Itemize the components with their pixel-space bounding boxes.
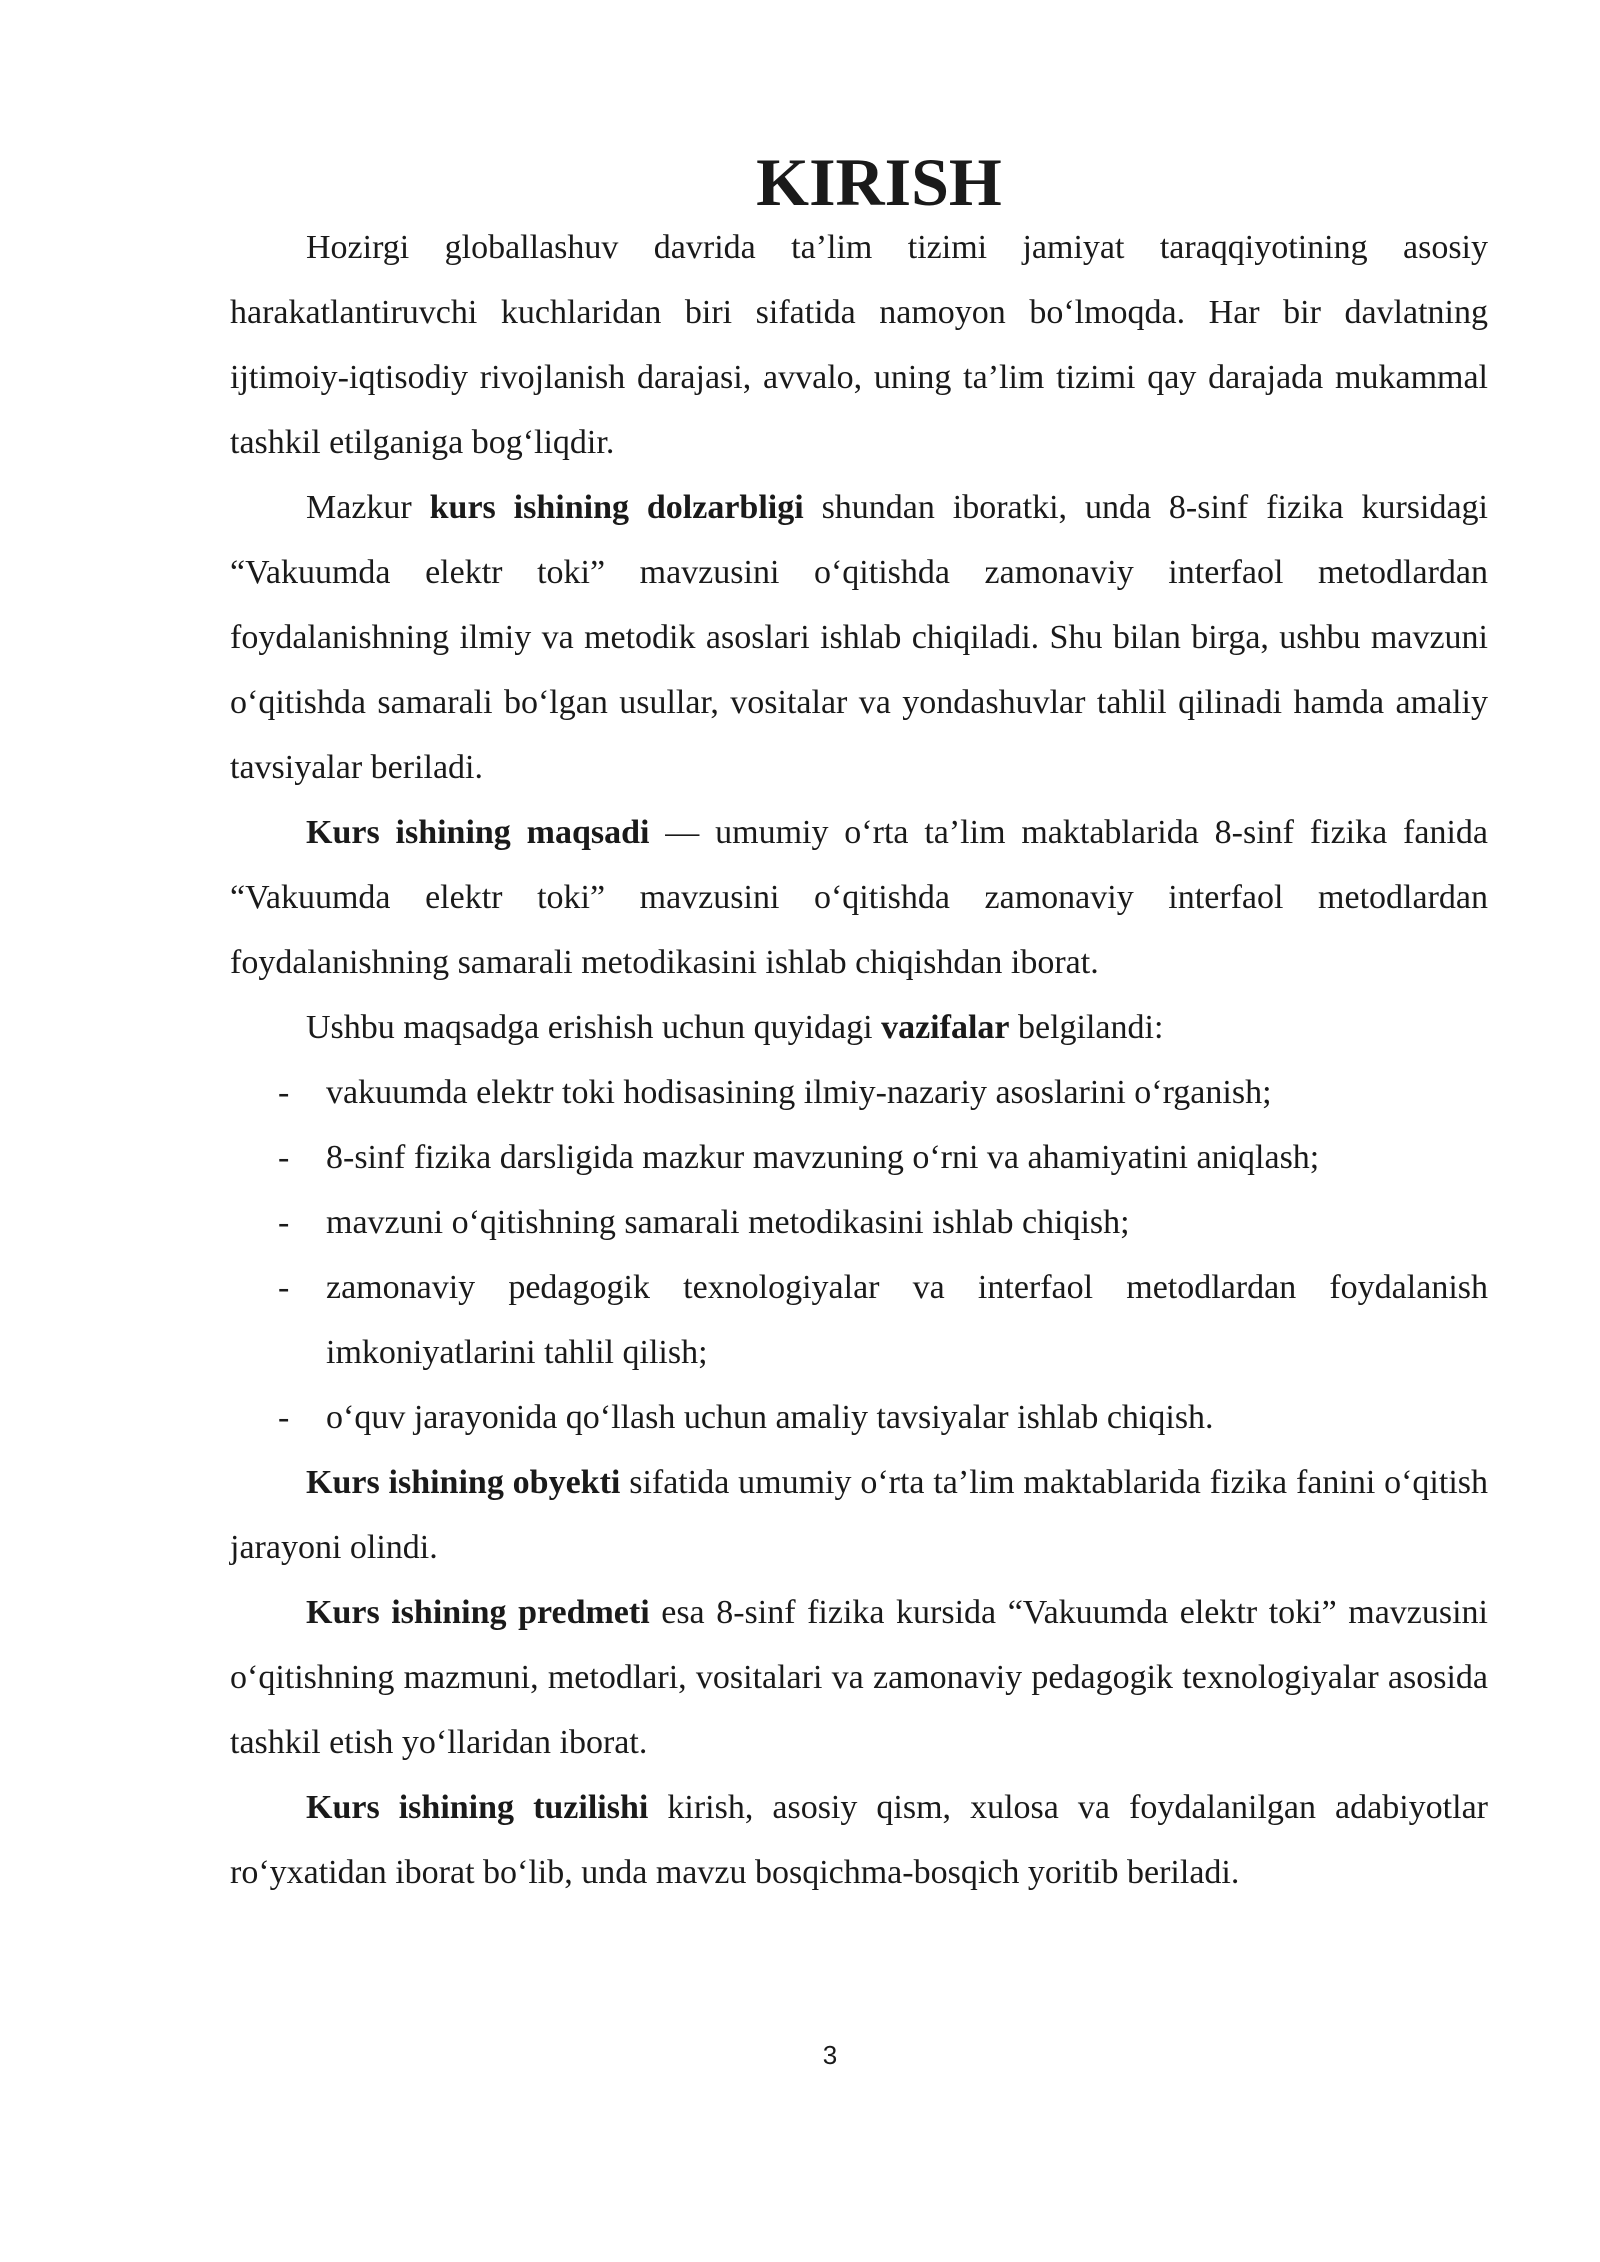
goal-term: Kurs ishining maqsadi <box>306 814 650 851</box>
list-bullet: - <box>278 1074 290 1111</box>
object-paragraph: Kurs ishining obyekti sifatida umumiy o‘rta ta’lim maktablarida fizika fanini o‘qitish jarayoni olindi. <box>230 1464 1489 1566</box>
subject-paragraph: Kurs ishining predmeti esa 8-sinf fizika kursida “Vakuumda elektr toki” mavzusini o‘qitishning mazmuni, metodlari, vositalari va zamonaviy pedagogik texnologiyalar asosida tashkil etish yo‘llaridan iborat. <box>230 1594 1489 1761</box>
structure-paragraph: Kurs ishining tuzilishi kirish, asosiy qism, xulosa va foydalanilgan adabiyotlar ro‘yxatidan iborat bo‘lib, unda mavzu bosqichma-bosqich yoritib beriladi. <box>230 1789 1488 1891</box>
page-number: 3 <box>822 2040 838 2070</box>
section-heading: KIRISH <box>756 144 1002 220</box>
relevance-paragraph: Mazkur kurs ishining dolzarbligi shundan iboratki, unda 8-sinf fizika kursidagi “Vakuumda elektr toki” mavzusini o‘qitishda zamonaviy interfaol metodlardan foydalanishning ilmiy va metodik asoslari ishlab chiqiladi. Shu bilan birga, ushbu mavzuni o‘qitishda samarali bo‘lgan usullar, vositalar va yondashuvlar tahlil qilinadi hamda amaliy tavsiyalar beriladi. <box>230 489 1488 786</box>
list-item: - 8-sinf fizika darsligida mazkur mavzuning o‘rni va ahamiyatini aniqlash; <box>230 1125 1488 1190</box>
relevance-term: kurs ishining dolzarbligi <box>429 489 804 526</box>
object-term: Kurs ishining obyekti <box>306 1464 621 1501</box>
goal-paragraph: Kurs ishining maqsadi — umumiy o‘rta ta’lim maktablarida 8-sinf fizika fanida “Vakuumda elektr toki” mavzusini o‘qitishda zamonaviy interfaol metodlardan foydalanishning samarali metodikasini ishlab chiqishdan iborat. <box>230 814 1489 981</box>
tasks-intro-paragraph: Ushbu maqsadga erishish uchun quyidagi vazifalar belgilandi: <box>306 1009 1164 1046</box>
task-list <box>230 1060 1488 1450</box>
structure-term: Kurs ishining tuzilishi <box>306 1789 649 1826</box>
list-item: - vakuumda elektr toki hodisasining ilmiy-nazariy asoslarini o‘rganish; <box>230 1060 1488 1125</box>
list-item: - zamonaviy pedagogik texnologiyalar va interfaol metodlardan foydalanish imkoniyatlarini tahlil qilish; <box>230 1255 1488 1385</box>
list-bullet: - <box>278 1204 290 1241</box>
list-bullet: - <box>278 1139 290 1176</box>
list-bullet: - <box>278 1269 290 1306</box>
page-body <box>230 144 1489 1905</box>
tasks-term: vazifalar <box>881 1009 1010 1046</box>
list-item: - o‘quv jarayonida qo‘llash uchun amaliy tavsiyalar ishlab chiqish. <box>230 1385 1488 1450</box>
intro-paragraph: Hozirgi globallashuv davrida ta’lim tizimi jamiyat taraqqiyotining asosiy harakatlantiruvchi kuchlaridan biri sifatida namoyon bo‘lmoqda. Har bir davlatning ijtimoiy-iqtisodiy rivojlanish darajasi, avvalo, uning ta’lim tizimi qay darajada mukammal tashkil etilganiga bog‘liqdir. <box>230 229 1488 461</box>
list-item: - mavzuni o‘qitishning samarali metodikasini ishlab chiqish; <box>230 1190 1488 1255</box>
subject-term: Kurs ishining predmeti <box>306 1594 650 1631</box>
list-bullet: - <box>278 1399 290 1436</box>
